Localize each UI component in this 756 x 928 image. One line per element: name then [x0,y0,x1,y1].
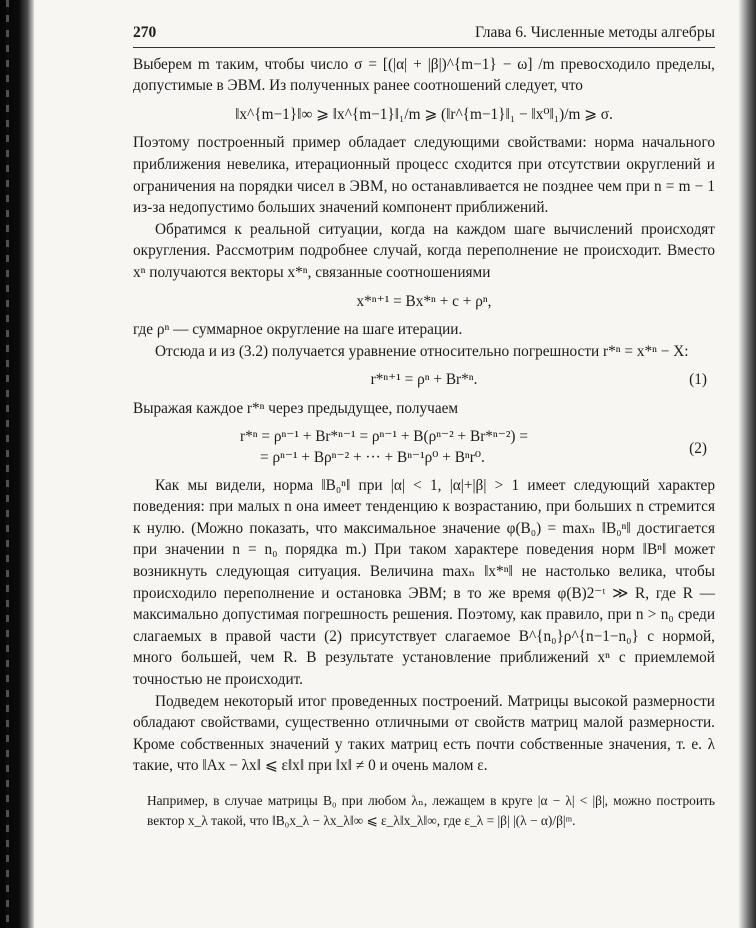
equation-2-number: (2) [689,439,707,457]
paragraph-summary: Подведем некоторый итог проведенных построений. Матрицы высокой размерности обладают свойствами, существенно отличными от свойств матриц малой размерности. Кроме собственных значений у таких матриц есть почти собственные значения, т. е. λ такие, что ‖Ax − λx‖ ⩽ ε‖x‖ при ‖x‖ ≠ 0 и очень малом ε. [133,692,715,775]
equation-1 [133,369,715,391]
paragraph-norm-behavior: Как мы видели, норма ‖B₀ⁿ‖ при |α| < 1, |α|+|β| > 1 имеет следующий характер поведения: при малых n она имеет тенденцию к возрастанию, при больших n стремится к нулю. (Можно показать, что максимальное значение φ(B₀) = maxₙ ‖B₀ⁿ‖ достигается при значении n = n₀ порядка m.) При таком характере поведения норм ‖Bⁿ‖ может возникнуть следующая ситуация. Величина maxₙ ‖x*ⁿ‖ не настолько велика, чтобы происходило переполнение и остановка ЭВМ; в то же время φ(B)2⁻ᵗ ≫ R, где R — максимально допустимая погрешность решения. Поэтому, как правило, при n > n₀ среди слагаемых в правой части (2) присутствует слагаемое B^{n₀}ρ^{n−1−n₀} с нормой, много большей, чем R. В результате установление приближений xⁿ с приемлемой точностью не происходит. [133,476,715,689]
running-title: Глава 6. Численные методы алгебры [475,24,715,41]
book-page [133,22,715,830]
paragraph-rounding-definition: где ρⁿ — суммарное округление на шаге итерации. [133,321,463,339]
formula-iteration: x*ⁿ⁺¹ = Bx*ⁿ + c + ρⁿ, [356,292,492,310]
paragraph-example-properties: Поэтому построенный пример обладает следующими свойствами: норма начального приближения невелика, итерационный процесс сходится при отсутствии округлений и ограничения на порядки чисел в ЭВМ, но останавливается не позднее чем при n = m − 1 из-за недопустимо больших значений компонент приближений. [133,134,715,217]
equation-1-number: (1) [689,371,707,389]
equation-2 [133,426,715,469]
equation-2-line-2: = ρⁿ⁻¹ + Bρⁿ⁻² + ··· + Bⁿ⁻¹ρ⁰ + Bⁿr⁰. [260,449,485,467]
equation-2-line-1: r*ⁿ = ρⁿ⁻¹ + Br*ⁿ⁻¹ = ρⁿ⁻¹ + B(ρⁿ⁻² + Br*ⁿ⁻²) = [240,427,528,445]
equation-1-body: r*ⁿ⁺¹ = ρⁿ + Br*ⁿ. [370,371,478,389]
page-number: 270 [133,24,157,41]
book-binding-shadow [0,0,34,928]
paragraph-error-equation: Отсюда и из (3.2) получается уравнение относительно погрешности r*ⁿ = x*ⁿ − X: [155,342,689,360]
paragraph-real-situation: Обратимся к реальной ситуации, когда на каждом шаге вычислений происходят округления. Рассмотрим подробнее случай, когда переполнение не происходит. Вместо xⁿ получаются векторы x*ⁿ, связанные соотношениями [133,220,715,281]
formula-norm-chain: ‖x^{m−1}‖∞ ⩾ ‖x^{m−1}‖₁/m ⩾ (‖r^{m−1}‖₁ − ‖x⁰‖₁)/m ⩾ σ. [235,105,613,123]
running-header [133,22,715,48]
footnote-example: Например, в случае матрицы B₀ при любом λₙ, лежащем в круге |α − λ| < |β|, можно построить вектор x_λ такой, что ‖B₀x_λ − λx_λ‖∞ ⩽ ε_λ‖x_λ‖∞, где ε_λ = |β| |(λ − α)/β|ᵐ. [147,793,715,828]
page-edge-shadow [738,0,756,928]
paragraph-choose-m: Выберем m таким, чтобы число σ = [(|α| + |β|)^{m−1} − ω] /m превосходило пределы, допустимые в ЭВМ. Из полученных ранее соотношений следует, что [133,55,715,95]
paragraph-recursion: Выражая каждое r*ⁿ через предыдущее, получаем [133,399,459,417]
